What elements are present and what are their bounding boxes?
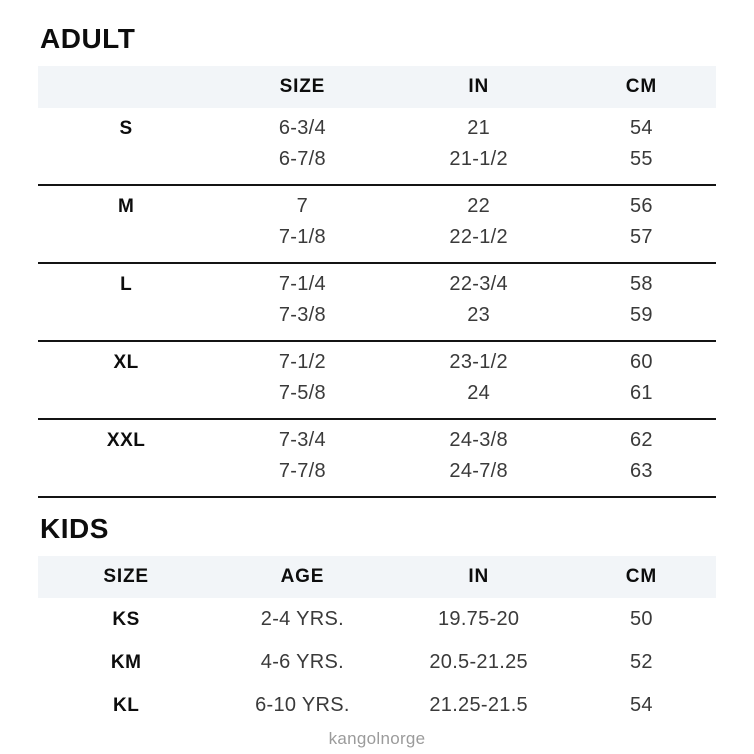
- kids-section: [38, 514, 716, 727]
- adult-cell: 59: [629, 304, 653, 326]
- adult-size-label: L: [120, 273, 133, 295]
- adult-table-row: [38, 144, 716, 175]
- adult-cell: 58: [629, 273, 653, 295]
- adult-cell: 21: [467, 117, 491, 139]
- adult-cell: 21-1/2: [449, 148, 508, 170]
- adult-cell: 63: [629, 460, 653, 482]
- kids-table-body: [38, 598, 716, 727]
- adult-cell: 7-1/8: [278, 226, 326, 248]
- kids-size-label: KL: [112, 694, 140, 716]
- adult-cell: 60: [629, 351, 653, 373]
- adult-cell: 22-3/4: [449, 273, 508, 295]
- adult-cell: 57: [629, 226, 653, 248]
- adult-size-group-l: [38, 264, 716, 342]
- kids-table-row: [38, 684, 716, 727]
- adult-table-row: [38, 456, 716, 487]
- adult-size-group-m: [38, 186, 716, 264]
- kids-cell: 52: [629, 651, 653, 673]
- kids-size-label: KM: [110, 651, 142, 673]
- adult-cell: 7-3/4: [278, 429, 326, 451]
- kids-cell: 6-10 YRS.: [255, 694, 350, 716]
- adult-cell: 7-1/2: [278, 351, 326, 373]
- adult-table-row: [38, 347, 716, 378]
- adult-cell: 24-3/8: [449, 429, 508, 451]
- kids-header-age: AGE: [280, 566, 325, 587]
- adult-cell: 62: [629, 429, 653, 451]
- adult-header-cm: CM: [625, 76, 657, 97]
- adult-table-row: [38, 113, 716, 144]
- adult-cell: 24-7/8: [449, 460, 508, 482]
- adult-table-body: [38, 108, 716, 498]
- adult-size-label: XL: [113, 351, 139, 373]
- adult-cell: 22: [467, 195, 491, 217]
- kids-header-in: IN: [468, 566, 489, 587]
- adult-cell: 7-5/8: [278, 382, 326, 404]
- adult-table-header: [38, 66, 716, 108]
- adult-size-label: S: [119, 117, 133, 139]
- adult-cell: 23: [467, 304, 491, 326]
- adult-cell: 23-1/2: [449, 351, 508, 373]
- adult-size-label: M: [117, 195, 135, 217]
- kids-cell: 50: [629, 608, 653, 630]
- watermark: kangolnorge: [328, 729, 426, 748]
- kids-cell: 20.5-21.25: [429, 651, 528, 673]
- adult-table-row: [38, 300, 716, 331]
- adult-size-group-xxl: [38, 420, 716, 498]
- adult-cell: 55: [629, 148, 653, 170]
- kids-cell: 19.75-20: [437, 608, 520, 630]
- adult-header-size: SIZE: [279, 76, 326, 97]
- adult-section: [38, 24, 716, 498]
- adult-cell: 6-7/8: [278, 148, 326, 170]
- kids-cell: 4-6 YRS.: [260, 651, 344, 673]
- adult-cell: 61: [629, 382, 653, 404]
- kids-header-cm: CM: [625, 566, 657, 587]
- adult-section-title: ADULT: [40, 23, 136, 54]
- kids-table-header: [38, 556, 716, 598]
- kids-cell: 2-4 YRS.: [260, 608, 344, 630]
- adult-size-group-xl: [38, 342, 716, 420]
- adult-table-row: [38, 191, 716, 222]
- kids-size-label: KS: [112, 608, 140, 630]
- adult-table-row: [38, 378, 716, 409]
- adult-cell: 54: [629, 117, 653, 139]
- adult-cell: 22-1/2: [449, 226, 508, 248]
- adult-size-group-s: [38, 108, 716, 186]
- adult-cell: 24: [467, 382, 491, 404]
- adult-cell: 7: [296, 195, 309, 217]
- adult-cell: 7-1/4: [278, 273, 326, 295]
- adult-cell: 56: [629, 195, 653, 217]
- kids-cell: 54: [629, 694, 653, 716]
- kids-cell: 21.25-21.5: [429, 694, 528, 716]
- adult-cell: 7-3/8: [278, 304, 326, 326]
- adult-table-row: [38, 425, 716, 456]
- adult-cell: 6-3/4: [278, 117, 326, 139]
- adult-size-label: XXL: [106, 429, 146, 451]
- kids-table-row: [38, 598, 716, 641]
- kids-section-title: KIDS: [40, 513, 109, 544]
- adult-cell: 7-7/8: [278, 460, 326, 482]
- kids-table-row: [38, 641, 716, 684]
- kids-header-size: SIZE: [103, 566, 149, 587]
- adult-table-row: [38, 269, 716, 300]
- adult-table-row: [38, 222, 716, 253]
- adult-header-in: IN: [468, 76, 489, 97]
